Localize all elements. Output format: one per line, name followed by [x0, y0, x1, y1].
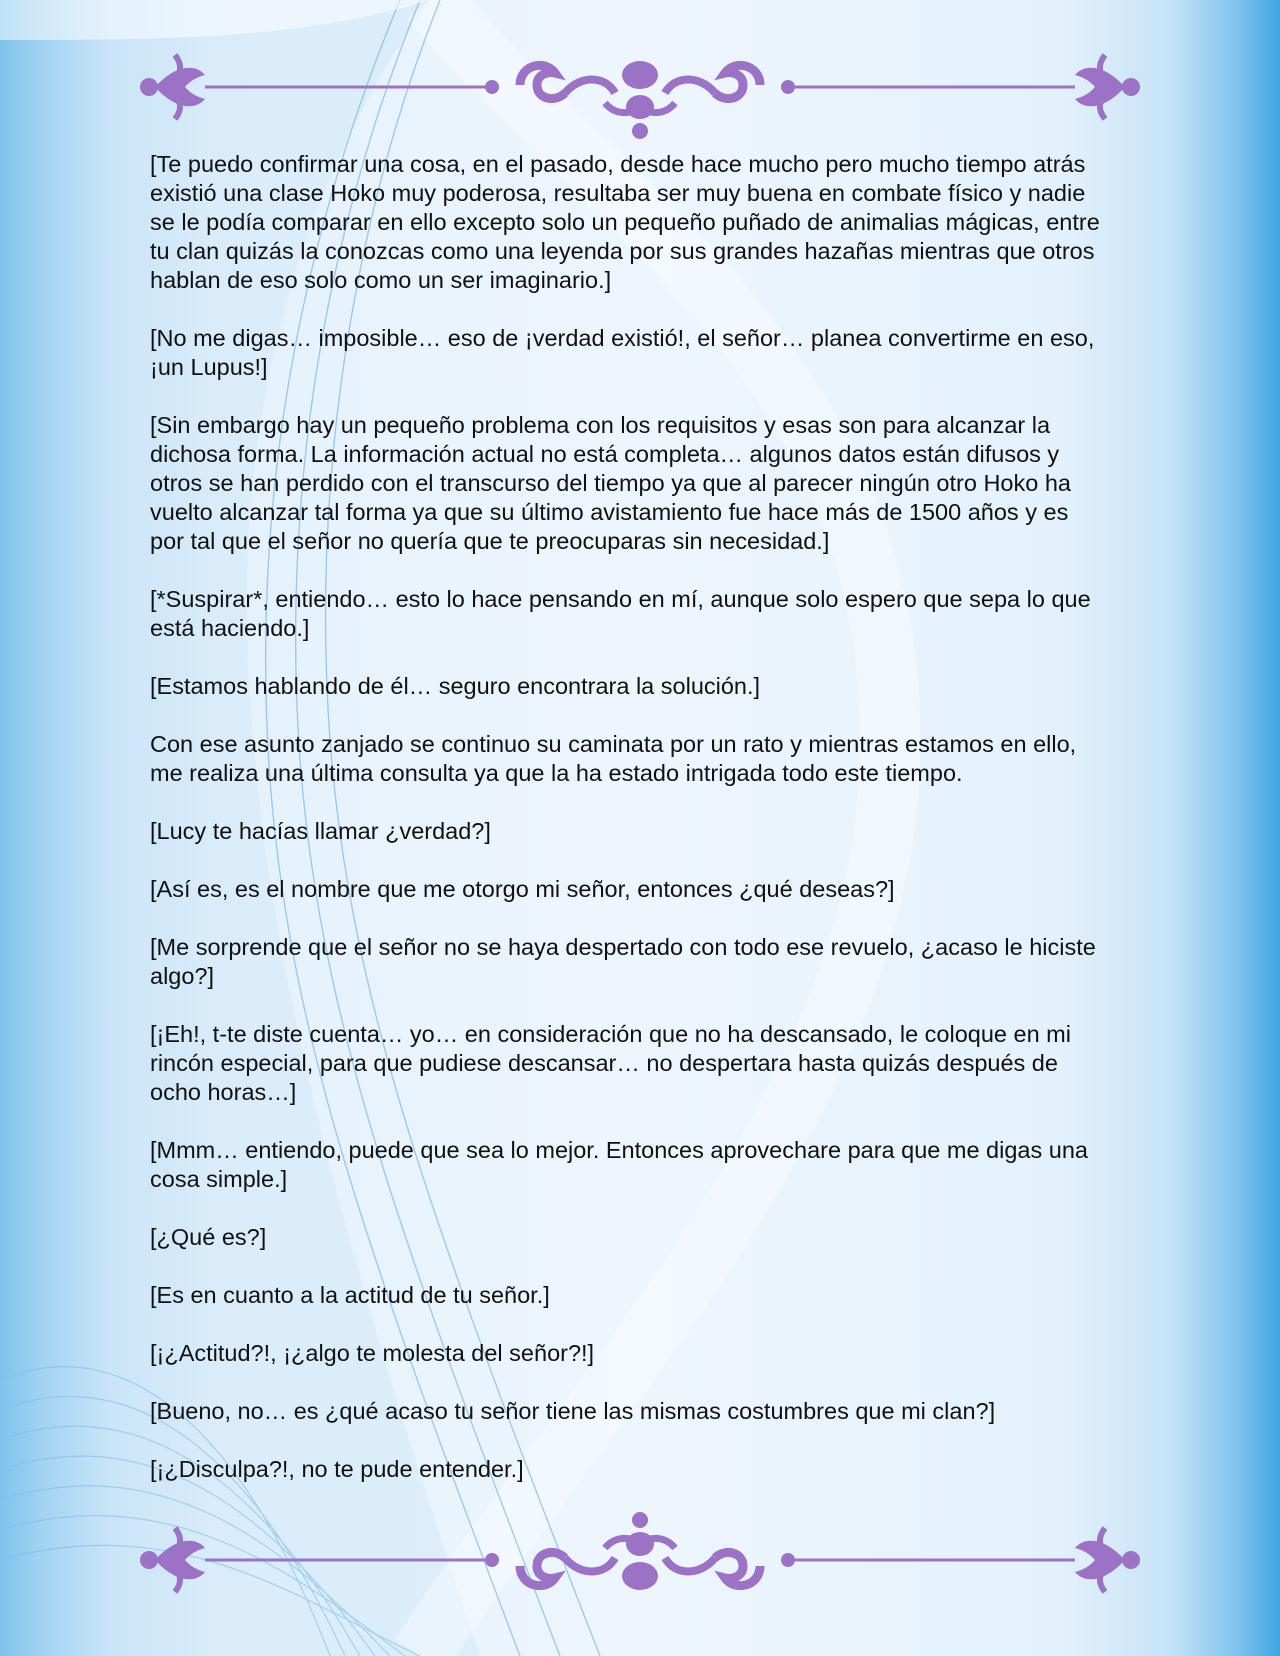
- paragraph: [Así es, es el nombre que me otorgo mi señor, entonces ¿qué deseas?]: [150, 876, 895, 902]
- paragraph: [¡Eh!, t-te diste cuenta… yo… en consideración que no ha descansado, le coloque en mi rincón especial, para que pudiese descansar… no despertara hasta quizás después de ocho horas…]: [150, 1021, 1071, 1105]
- top-ornament-divider: [135, 45, 1145, 145]
- paragraph: [¿Qué es?]: [150, 1224, 267, 1250]
- document-body: [150, 150, 1100, 1513]
- paragraph: [Sin embargo hay un pequeño problema con los requisitos y esas son para alcanzar la dichosa forma. La información actual no está completa… algunos datos están difusos y otros se han perdido con el transcurso del tiempo ya que al parecer ningún otro Hoko ha vuelto alcanzar tal forma ya que su último avistamiento fue hace más de 1500 años y es por tal que el señor no quería que te preocuparas sin necesidad.]: [150, 412, 1071, 554]
- bottom-ornament-divider: [135, 1508, 1145, 1608]
- paragraph: [Me sorprende que el señor no se haya despertado con todo ese revuelo, ¿acaso le hiciste algo?]: [150, 934, 1096, 989]
- paragraph: [Bueno, no… es ¿qué acaso tu señor tiene las mismas costumbres que mi clan?]: [150, 1398, 996, 1424]
- paragraph: Con ese asunto zanjado se continuo su caminata por un rato y mientras estamos en ello, me realiza una última consulta ya que la ha estado intrigada todo este tiempo.: [150, 731, 1077, 786]
- paragraph: [¡¿Disculpa?!, no te pude entender.]: [150, 1456, 524, 1482]
- paragraph: [Mmm… entiendo, puede que sea lo mejor. Entonces aprovechare para que me digas una cosa simple.]: [150, 1137, 1088, 1192]
- paragraph: [Estamos hablando de él… seguro encontrara la solución.]: [150, 673, 761, 699]
- flourish-icon: [135, 1508, 1145, 1608]
- paragraph: [Te puedo confirmar una cosa, en el pasado, desde hace mucho pero mucho tiempo atrás existió una clase Hoko muy poderosa, resultaba ser muy buena en combate físico y nadie se le podía comparar en ello excepto solo un pequeño puñado de animalias mágicas, entre tu clan quizás la conozcas como una leyenda por sus grandes hazañas mientras que otros hablan de eso solo como un ser imaginario.]: [150, 151, 1100, 293]
- paragraph: [Es en cuanto a la actitud de tu señor.]: [150, 1282, 550, 1308]
- paragraph: [¡¿Actitud?!, ¡¿algo te molesta del señor?!]: [150, 1340, 595, 1366]
- paragraph: [*Suspirar*, entiendo… esto lo hace pensando en mí, aunque solo espero que sepa lo que está haciendo.]: [150, 586, 1091, 641]
- paragraph: [No me digas… imposible… eso de ¡verdad existió!, el señor… planea convertirme en eso, ¡un Lupus!]: [150, 325, 1095, 380]
- paragraph: [Lucy te hacías llamar ¿verdad?]: [150, 818, 491, 844]
- flourish-icon: [135, 45, 1145, 145]
